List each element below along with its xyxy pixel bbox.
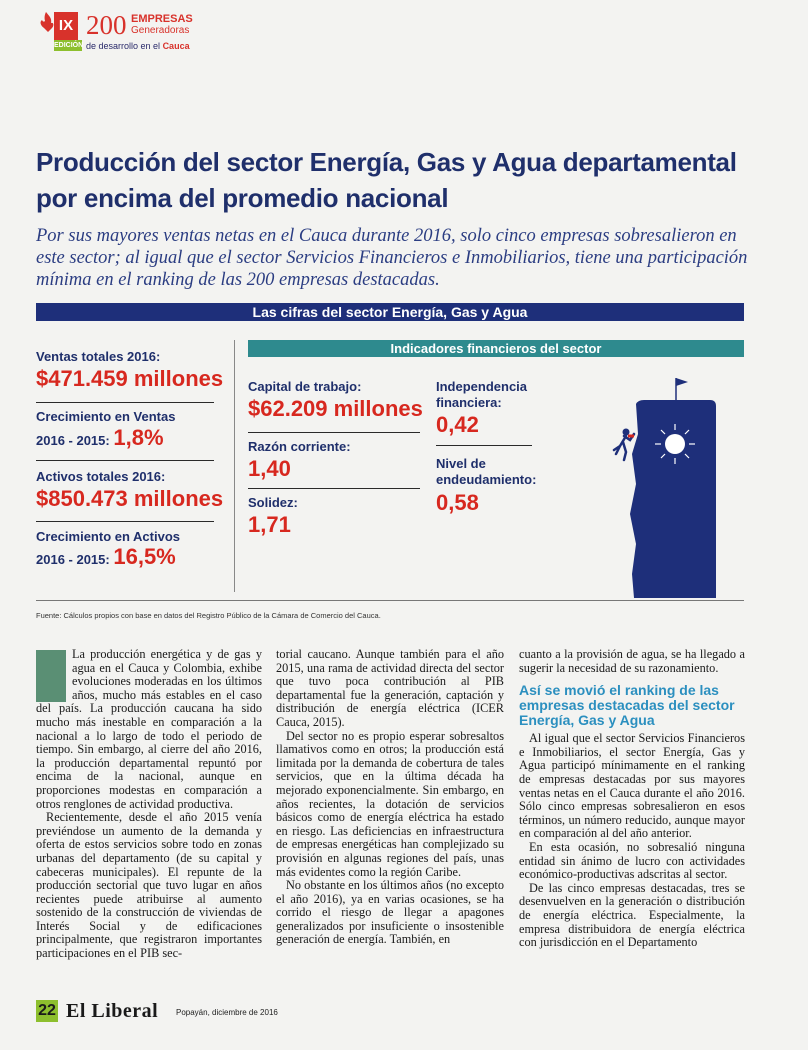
body-paragraph: Al igual que el sector Servicios Financieros e Inmobiliarios, el sector Energía, Gas y Agua participó mínimamente en el ranking de empresas destacadas por sus mayores ventas netas en el Cauca durante el año 2016. Sólo cinco empresas sobresalieron en esos términos, un número reducido, aunque mayor en comparación al del año anterior. — [519, 731, 745, 841]
logo-line2: Generadoras — [131, 25, 190, 36]
stat-value-assets-growth: 16,5% — [113, 544, 176, 569]
stat-label-sales: Ventas totales 2016: — [36, 349, 161, 364]
drop-cap-block — [36, 650, 66, 702]
indicator-value-working-capital: $62.209 millones — [248, 396, 423, 421]
edition-badge: IX — [54, 12, 78, 40]
stat-period-assets-growth: 2016 - 2015: — [36, 552, 110, 567]
indicators-band: Indicadores financieros del sector — [248, 340, 744, 357]
brand-wordmark: El Liberal — [66, 1000, 159, 1022]
indicator-value-current-ratio: 1,40 — [248, 456, 291, 481]
logo-number: 200 — [86, 10, 127, 40]
page-number: 22 — [36, 1000, 58, 1022]
indicator-divider — [248, 432, 420, 433]
stat-divider — [36, 402, 214, 403]
indicator-value-solidity: 1,71 — [248, 512, 291, 537]
body-paragraph: En esta ocasión, no sobresalió ninguna entidad sin ánimo de lucro con actividades económico-productivas adscritas al sector. — [519, 839, 745, 882]
indicator-divider — [436, 445, 532, 446]
logo-line1: EMPRESAS — [131, 13, 193, 25]
header-logo — [36, 8, 236, 54]
section-subhead: Así se movió el ranking de las empresas destacadas del sector Energía, Gas y Agua — [519, 682, 735, 729]
indicator-label-working-capital: Capital de trabajo: — [248, 379, 362, 394]
body-paragraph: La producción energética y de gas y agua en el Cauca y Colombia, exhibe evoluciones moderadas en los últimos años, mucho más estables en el caso del país. La producción caucana ha sido mucho más inestable en comparación a la nacional a lo largo de todo el periodo de tiempo. Sin embargo, al cierre del año 2016, la producción departamental repuntó por encima de la nacional, aunque en proporciones modestas en comparación a otros renglones de actividad productiva. — [36, 647, 262, 811]
stat-divider — [36, 460, 214, 461]
stat-label-sales-growth: Crecimiento en Ventas — [36, 409, 176, 424]
body-column-3 — [519, 648, 745, 950]
indicator-divider — [248, 488, 420, 489]
issue-date: Popayán, diciembre de 2016 — [176, 1008, 278, 1017]
stat-sales-growth-line — [36, 425, 164, 450]
stat-period-sales-growth: 2016 - 2015: — [36, 433, 110, 448]
figures-bottom-rule — [36, 600, 744, 601]
indicator-label-financial-independence: Independencia financiera: — [436, 379, 528, 410]
article-subtitle: Por sus mayores ventas netas en el Cauca durante 2016, solo cinco empresas sobresalieron en este sector; al igual que el sector Servicios Financieros e Inmobiliarios, tiene una participación mínima en el ranking de las 200 empresas destacadas. — [36, 226, 748, 290]
body-paragraph: torial caucano. Aunque también para el año 2015, una rama de actividad directa del sector que tuvo poca contribución al PIB departamental fue la generación, captación y distribución de energía eléctrica (ICER Cauca, 2015). — [276, 647, 504, 729]
body-paragraph: cuanto a la provisión de agua, se ha llegado a sugerir la necesidad de su razonamiento. — [519, 647, 745, 675]
body-paragraph: No obstante en los últimos años (no excepto el año 2016), ya en varias ocasiones, se ha corrido el riesgo de llegar a apagones generalizados por insuficiente o insostenible generación de energía. También, en — [276, 878, 504, 947]
indicator-value-debt-level: 0,58 — [436, 490, 479, 515]
figures-vertical-divider — [234, 340, 235, 592]
source-note: Fuente: Cálculos propios con base en datos del Registro Público de la Cámara de Comercio del Cauca. — [36, 611, 381, 620]
page-footer — [36, 1000, 336, 1024]
indicator-value-financial-independence: 0,42 — [436, 412, 479, 437]
body-column-2 — [276, 648, 504, 947]
figures-band: Las cifras del sector Energía, Gas y Agua — [36, 303, 744, 321]
stat-label-assets-growth: Crecimiento en Activos — [36, 529, 181, 544]
indicator-label-debt-level: Nivel de endeudamiento: — [436, 456, 537, 487]
figure-logo-icon — [36, 10, 56, 34]
body-paragraph: Recientemente, desde el año 2015 venía previéndose un aumento de la demanda y oferta de estos servicios sobre todo en zonas urbanas del departamento (de su capital y cabeceras municipales). El repunte de la producción sectorial que tuvo lugar en años recientes puede atribuirse al aumento sostenido de la construcción de viviendas de Interés Social y de edificaciones principalmente, que registraron importantes participaciones en el PIB sec- — [36, 810, 262, 961]
indicator-label-solidity: Solidez: — [248, 495, 298, 510]
stat-value-sales: $471.459 millones — [36, 366, 224, 391]
logo-line3: de desarrollo en el Cauca — [86, 41, 190, 51]
article-title: Producción del sector Energía, Gas y Agua departamental por encima del promedio nacional — [36, 147, 737, 213]
stat-label-assets: Activos totales 2016: — [36, 469, 166, 484]
stat-divider — [36, 521, 214, 522]
body-paragraph: Del sector no es propio esperar sobresaltos llamativos como en otros; la producción está limitada por la demanda de cobertura de tales servicios, que en la última década ha mejorado exponencialmente. Sin embargo, en años recientes, la dotación de servicios básicos como de energía eléctrica ha estado en riesgo. Las deficiencias en infraestructura de empresas energéticas han complejizado su provisión en algunas regiones del país, unas más evidentes como la región Caribe. — [276, 728, 504, 879]
stat-assets-growth-line — [36, 544, 176, 569]
stat-value-assets: $850.473 millones — [36, 486, 224, 511]
body-column-1 — [36, 648, 262, 961]
stat-value-sales-growth: 1,8% — [113, 425, 164, 450]
body-paragraph: De las cinco empresas destacadas, tres se desenvuelven en la generación o distribución de energía eléctrica. Especialmente, la empresa distribuidora de energía eléctrica con jurisdicción en el Departamento — [519, 880, 745, 950]
indicator-label-current-ratio: Razón corriente: — [248, 439, 351, 454]
edition-word: EDICIÓN — [54, 42, 84, 49]
tower-climber-icon — [604, 374, 724, 598]
